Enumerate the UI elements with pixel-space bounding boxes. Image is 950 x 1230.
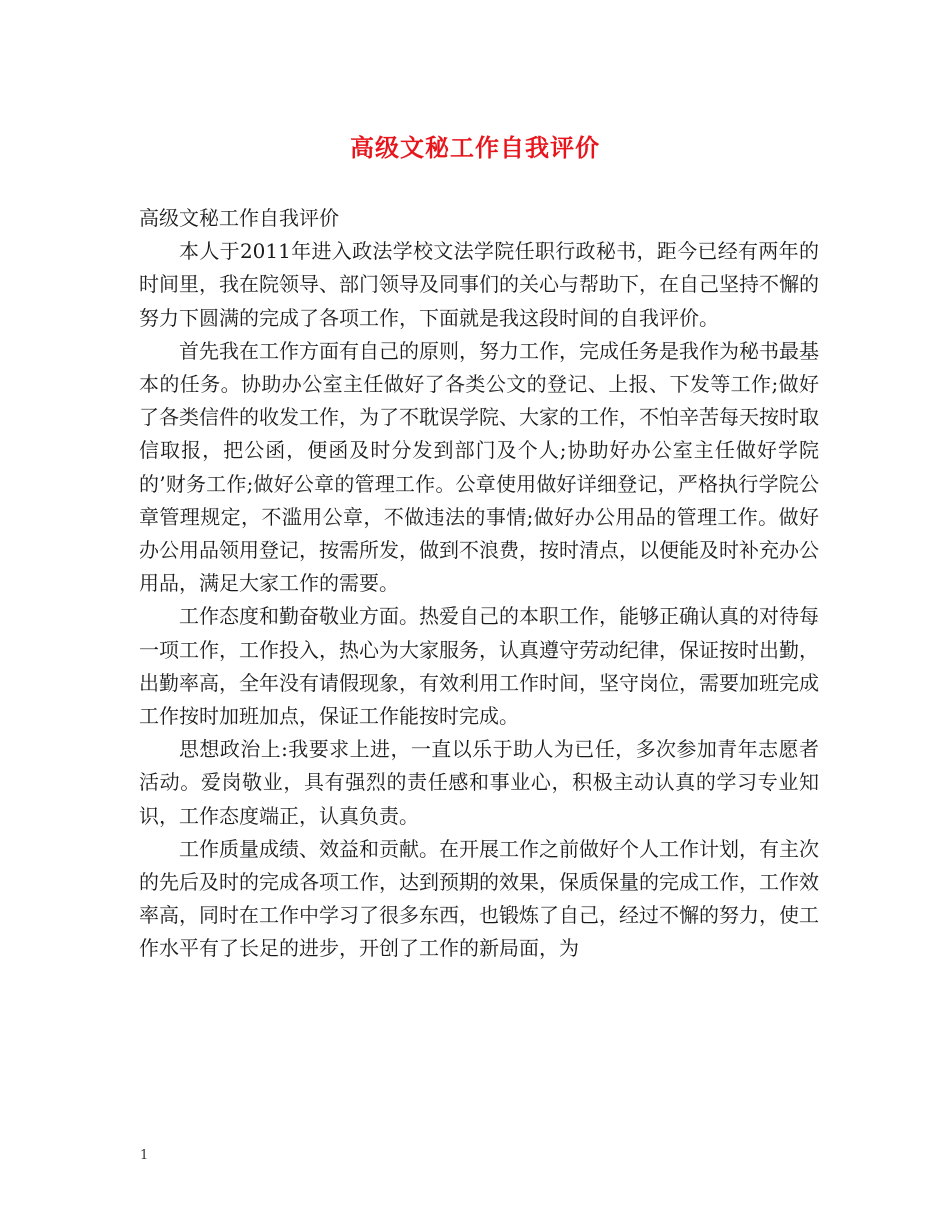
paragraph-work-principles: 首先我在工作方面有自己的原则，努力工作，完成任务是我作为秘书最基本的任务。协助办公室主任做好了各类公文的登记、上报、下发等工作;做好了各类信件的收发工作，为了不耽误学院、大家的工作，不怕辛苦每天按时取信取报，把公函，便函及时分发到部门及个人;协助好办公室主任做好学院的’财务工作;做好公章的管理工作。公章使用做好详细登记，严格执行学院公章管理规定，不滥用公章，不做违法的事情;做好办公用品的管理工作。做好办公用品领用登记，按需所发，做到不浪费，按时清点，以便能及时补充办公用品，满足大家工作的需要。 — [139, 338, 819, 596]
paragraph-work-attitude: 工作态度和勤奋敬业方面。热爱自己的本职工作，能够正确认真的对待每一项工作，工作投入，热心为大家服务，认真遵守劳动纪律，保证按时出勤，出勤率高，全年没有请假现象，有效利用工作时间，坚守岗位，需要加班完成工作按时加班加点，保证工作能按时完成。 — [139, 604, 819, 729]
paragraph-intro: 本人于2011年进入政法学校文法学院任职行政秘书，距今已经有两年的时间里，我在院领导、部门领导及同事们的关心与帮助下，在自己坚持不懈的努力下圆满的完成了各项工作，下面就是我这段时间的自我评价。 — [139, 239, 819, 330]
page-number: 1 — [140, 1148, 149, 1163]
paragraph-political-thought: 思想政治上:我要求上进，一直以乐于助人为已任，多次参加青年志愿者活动。爱岗敬业，具有强烈的责任感和事业心，积极主动认真的学习专业知识，工作态度端正，认真负责。 — [139, 737, 819, 828]
paragraph-work-quality: 工作质量成绩、效益和贡献。在开展工作之前做好个人工作计划，有主次的先后及时的完成各项工作，达到预期的效果，保质保量的完成工作，工作效率高，同时在工作中学习了很多东西，也锻炼了自己，经过不懈的努力，使工作水平有了长足的进步，开创了工作的新局面，为 — [139, 836, 819, 961]
document-body — [139, 202, 819, 966]
body-heading: 高级文秘工作自我评价 — [139, 206, 339, 230]
document-title: 高级文秘工作自我评价 — [350, 133, 600, 162]
